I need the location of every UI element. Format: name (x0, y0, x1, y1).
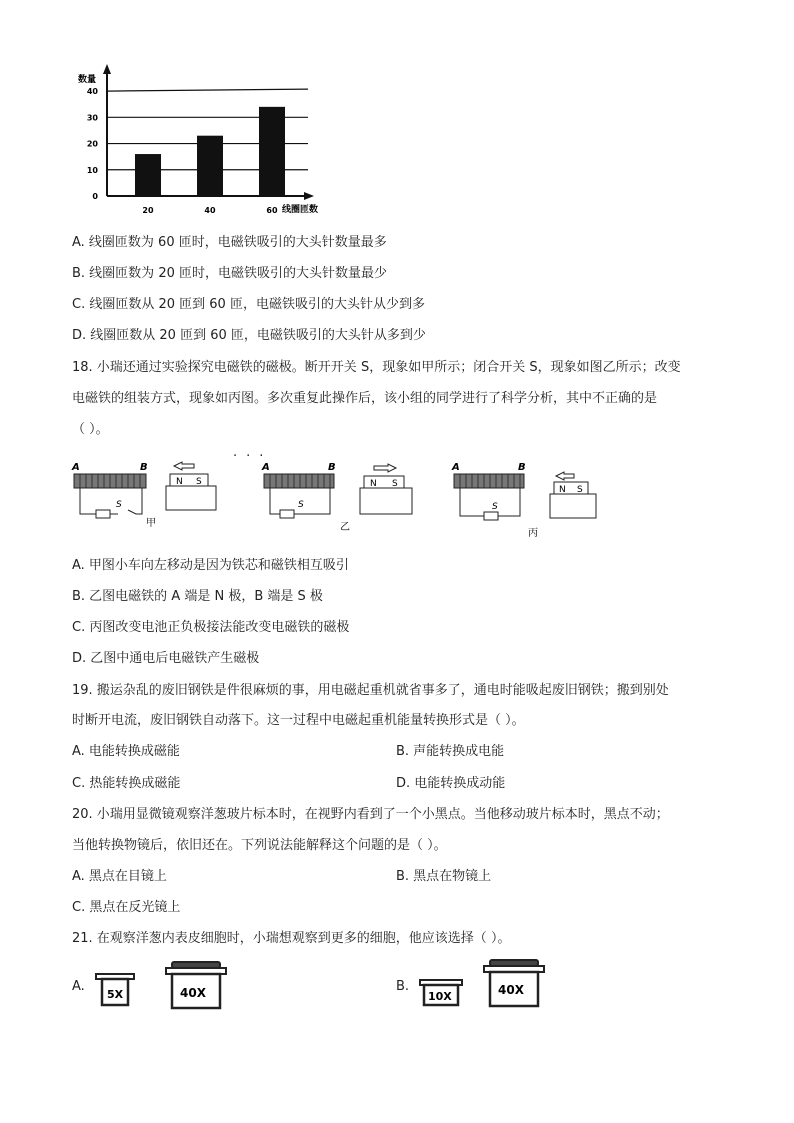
q19-option-c[interactable]: C. 热能转换成磁能 (72, 776, 181, 791)
objective-lens (484, 960, 544, 1006)
q19-stem-1: 19. 搬运杂乱的废旧钢铁是件很麻烦的事，用电磁起重机就省事多了，通电时能吸起废旧钢铁；搬到别处 (72, 683, 669, 698)
q20-option-c[interactable]: C. 黑点在反光镜上 (72, 900, 181, 915)
cart-platform (550, 494, 596, 518)
y-tick-label: 10 (86, 165, 98, 175)
bar-60 (259, 107, 285, 196)
q21-option-a-lenses[interactable] (94, 958, 244, 1018)
q18-option-b[interactable]: B. 乙图电磁铁的 A 端是 N 极，B 端是 S 极 (72, 589, 323, 604)
y-axis-arrow (103, 64, 111, 74)
q20-stem-1: 20. 小瑞用显微镜观察洋葱玻片标本时，在视野内看到了一个小黑点。当他移动玻片标本时，黑点不动； (72, 807, 669, 822)
objective-mag: 40X (498, 983, 524, 997)
label-b: B (518, 462, 526, 473)
label-a: A (452, 462, 460, 473)
x-tick-label: 20 (142, 206, 154, 215)
bar-20 (135, 154, 161, 196)
x-tick-label: 40 (204, 206, 216, 215)
label-b: B (140, 462, 148, 473)
figure-yi (258, 458, 418, 538)
magnet-s: S (392, 479, 398, 489)
eyepiece-lens (96, 974, 134, 1005)
x-axis-arrow (304, 192, 314, 200)
figure-bing (448, 458, 608, 542)
y-axis-label: 数量 (78, 75, 97, 85)
magnet-s: S (577, 485, 583, 495)
q21-option-b-letter[interactable]: B. (396, 979, 410, 994)
y-tick-label: 40 (86, 87, 98, 97)
q18-stem-2: 电磁铁的组装方式，现象如丙图。多次重复此操作后，该小组的同学进行了科学分析，其中不正确的是 (72, 391, 658, 406)
q21-option-a-letter[interactable]: A. (72, 979, 85, 994)
battery (280, 510, 294, 518)
figure-jia (70, 458, 230, 538)
circuit-wire (80, 488, 142, 514)
magnet-s: S (196, 477, 202, 487)
q17-option-d[interactable]: D. 线圈匝数从 20 匝到 60 匝，电磁铁吸引的大头针从多到少 (72, 328, 426, 343)
x-tick-label: 60 (266, 206, 278, 215)
cart-platform (166, 486, 216, 510)
cart-platform (360, 488, 412, 514)
q20-option-a[interactable]: A. 黑点在目镜上 (72, 869, 167, 884)
label-a: A (72, 462, 80, 473)
coil (454, 474, 524, 488)
battery (96, 510, 110, 518)
figure-caption: 乙 (340, 522, 350, 533)
objective-lens (166, 962, 226, 1008)
figure-caption: 甲 (146, 518, 156, 529)
q21-stem: 21. 在观察洋葱内表皮细胞时，小瑞想观察到更多的细胞，他应该选择（ ）。 (72, 931, 511, 946)
q18-option-c[interactable]: C. 丙图改变电池正负极接法能改变电磁铁的磁极 (72, 620, 350, 635)
q19-stem-2: 时断开电流，废旧钢铁自动落下。这一过程中电磁起重机能量转换形式是（ ）。 (72, 713, 525, 728)
figure-caption: 丙 (528, 528, 538, 539)
eyepiece-mag: 5X (107, 988, 124, 1001)
decorative-dots: ... (233, 445, 273, 460)
left-arrow (174, 462, 194, 470)
q17-option-b[interactable]: B. 线圈匝数为 20 匝时，电磁铁吸引的大头针数量最少 (72, 266, 387, 281)
q18-option-d[interactable]: D. 乙图中通电后电磁铁产生磁极 (72, 651, 260, 666)
switch-label: S (298, 500, 304, 510)
x-axis-label: 线圈匝数 (282, 205, 319, 215)
magnet-n: N (370, 479, 377, 489)
q19-option-b[interactable]: B. 声能转换成电能 (396, 744, 505, 759)
objective-mag: 40X (180, 986, 206, 1000)
label-a: A (262, 462, 270, 473)
q20-option-b[interactable]: B. 黑点在物镜上 (396, 869, 492, 884)
eyepiece-lens (420, 980, 462, 1005)
left-arrow (556, 472, 574, 480)
y-tick-label: 30 (86, 113, 98, 123)
magnet-n: N (176, 477, 183, 487)
q18-stem-3: （ ）。 (72, 422, 109, 437)
q19-option-d[interactable]: D. 电能转换成动能 (396, 776, 506, 791)
coil (264, 474, 334, 488)
switch-label: S (116, 500, 122, 510)
magnet-n: N (559, 485, 566, 495)
label-b: B (328, 462, 336, 473)
q17-option-c[interactable]: C. 线圈匝数从 20 匝到 60 匝，电磁铁吸引的大头针从少到多 (72, 297, 425, 312)
battery (484, 512, 498, 520)
right-arrow (374, 464, 396, 472)
bar-chart (70, 60, 330, 220)
q18-stem-1: 18. 小瑞还通过实验探究电磁铁的磁极。断开开关 S，现象如甲所示；闭合开关 S，现象如图乙所示；改变 (72, 360, 681, 375)
gridline (107, 89, 308, 91)
y-tick-label: 20 (86, 139, 98, 149)
bar-40 (197, 136, 223, 196)
y-tick-label: 0 (92, 192, 98, 201)
q21-option-b-lenses[interactable] (418, 956, 568, 1016)
q17-option-a[interactable]: A. 线圈匝数为 60 匝时，电磁铁吸引的大头针数量最多 (72, 235, 387, 250)
eyepiece-mag: 10X (428, 990, 452, 1003)
switch-label: S (492, 502, 498, 512)
q18-option-a[interactable]: A. 甲图小车向左移动是因为铁芯和磁铁相互吸引 (72, 558, 349, 573)
q20-stem-2: 当他转换物镜后，依旧还在。下列说法能解释这个问题的是（ ）。 (72, 838, 447, 853)
q19-option-a[interactable]: A. 电能转换成磁能 (72, 744, 180, 759)
